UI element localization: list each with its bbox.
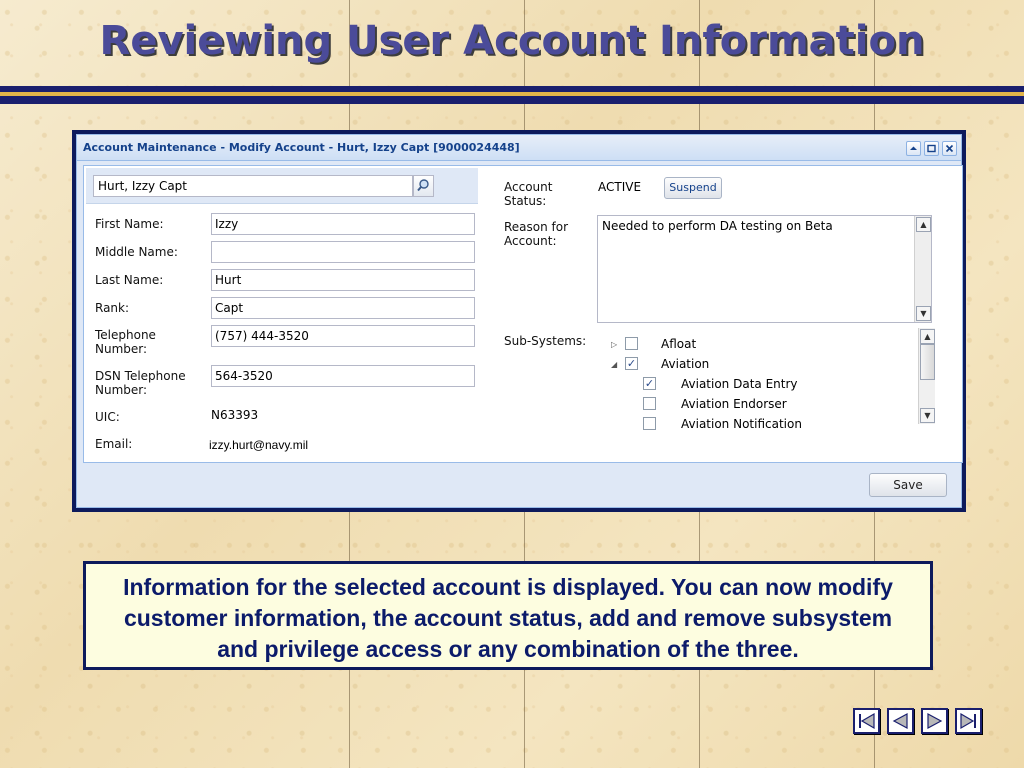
tree-item-label: Aviation Endorser [681, 397, 787, 411]
aviation-checkbox[interactable]: ✓ [626, 357, 637, 370]
tree-item-aviation[interactable] [599, 355, 899, 375]
account-maintenance-dialog [76, 134, 962, 508]
sub-systems-scrollbar[interactable] [918, 328, 935, 424]
tree-item-label: Aviation [661, 357, 710, 371]
minimize-icon[interactable] [906, 141, 921, 156]
account-search-input[interactable]: Hurt, Izzy Capt [93, 175, 413, 197]
first-name-label: First Name: [95, 217, 164, 231]
telephone-label: Telephone Number: [95, 328, 156, 356]
dialog-body [83, 165, 963, 463]
tree-item-label: Aviation Data Entry [681, 377, 798, 391]
tree-item-aviation-data-entry[interactable] [599, 375, 899, 395]
last-slide-icon [959, 712, 978, 730]
maximize-icon[interactable] [924, 141, 939, 156]
scroll-up-icon[interactable]: ▲ [916, 217, 931, 232]
uic-value: N63393 [211, 408, 259, 422]
tree-item-aviation-endorser[interactable] [599, 395, 899, 415]
reason-text: Needed to perform DA testing on Beta [602, 219, 833, 233]
afloat-checkbox[interactable] [625, 337, 638, 350]
middle-name-label: Middle Name: [95, 245, 178, 259]
scroll-down-icon[interactable]: ▼ [920, 408, 935, 423]
rank-label: Rank: [95, 301, 130, 315]
previous-slide-button[interactable] [887, 708, 914, 734]
last-slide-button[interactable] [955, 708, 982, 734]
email-label: Email: [95, 437, 133, 451]
reason-label: Reason for Account: [504, 220, 569, 248]
scroll-up-icon[interactable]: ▲ [920, 329, 935, 344]
dialog-title: Account Maintenance - Modify Account - Hurt, Izzy Capt [9000024448] [83, 141, 520, 154]
dialog-frame [72, 130, 966, 512]
dsn-telephone-label: DSN Telephone Number: [95, 369, 186, 397]
account-status-label: Account Status: [504, 180, 553, 208]
sub-systems-label: Sub-Systems: [504, 334, 587, 348]
scroll-down-icon[interactable]: ▼ [916, 306, 931, 321]
reason-scrollbar[interactable] [914, 216, 931, 322]
uic-label: UIC: [95, 410, 120, 424]
magnifier-icon [414, 176, 433, 196]
expand-arrow-icon[interactable]: ▷ [611, 340, 618, 349]
aviation-notification-checkbox[interactable] [643, 417, 656, 430]
account-status-value: ACTIVE [598, 180, 642, 194]
suspend-button[interactable]: Suspend [664, 177, 722, 199]
first-name-field[interactable]: Izzy [211, 213, 475, 235]
aviation-data-entry-checkbox[interactable]: ✓ [644, 377, 655, 390]
dsn-telephone-field[interactable]: 564-3520 [211, 365, 475, 387]
search-button[interactable] [413, 175, 434, 197]
last-name-label: Last Name: [95, 273, 164, 287]
dialog-header [77, 135, 961, 161]
sub-systems-tree [599, 331, 934, 431]
tree-item-aviation-notification[interactable] [599, 415, 899, 435]
collapse-arrow-icon[interactable]: ◢ [611, 360, 618, 369]
account-search-bar [86, 168, 478, 204]
tree-item-afloat[interactable] [599, 335, 899, 355]
rank-field[interactable]: Capt [211, 297, 475, 319]
scroll-thumb[interactable] [920, 344, 935, 380]
aviation-endorser-checkbox[interactable] [643, 397, 656, 410]
first-slide-icon [857, 712, 876, 730]
reason-textarea[interactable] [597, 215, 932, 323]
title-band [0, 0, 1024, 86]
first-slide-button[interactable] [853, 708, 880, 734]
title-rule-navy [0, 96, 1024, 104]
save-button[interactable]: Save [869, 473, 947, 497]
last-name-field[interactable]: Hurt [211, 269, 475, 291]
previous-slide-icon [891, 712, 910, 730]
next-slide-icon [925, 712, 944, 730]
tree-item-label: Afloat [661, 337, 697, 351]
email-value: izzy.hurt@navy.mil [209, 438, 309, 452]
info-callout: Information for the selected account is displayed. You can now modify customer information, the account status, add and remove subsystem and privilege access or any combination of the three. [83, 561, 933, 670]
telephone-field[interactable]: (757) 444-3520 [211, 325, 475, 347]
middle-name-field[interactable] [211, 241, 475, 263]
next-slide-button[interactable] [921, 708, 948, 734]
tree-item-label: Aviation Notification [681, 417, 802, 431]
close-icon[interactable] [942, 141, 957, 156]
slide-title: Reviewing User Account Information [99, 18, 925, 64]
